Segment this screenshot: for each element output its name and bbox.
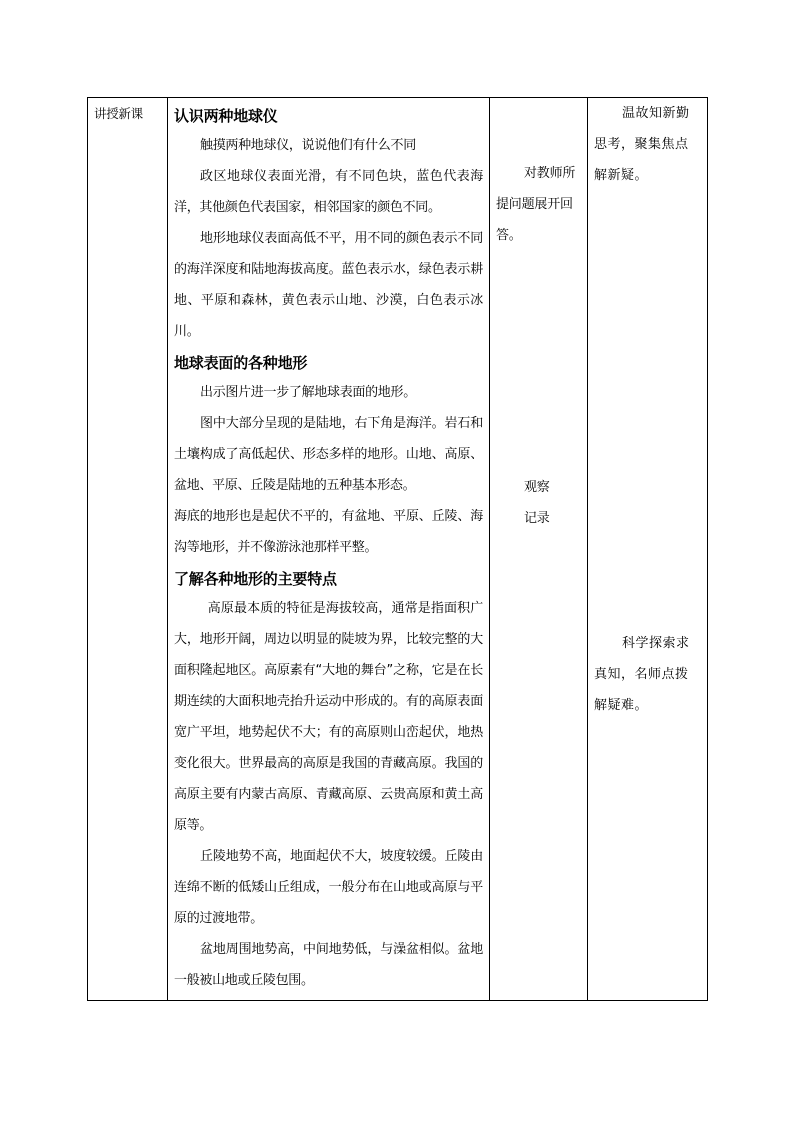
activity-text: 答。 [496,228,522,243]
activity-text: 对教师所 [524,166,576,181]
design-intent-cell [588,98,708,1001]
lesson-table [87,97,708,1001]
section-heading: 认识两种地球仪 [174,107,278,125]
paragraph: 丘陵地势不高，地面起伏不大，坡度较缓。丘陵由连绵不断的低矮山丘组成，一般分布在山地或高原与平原的过渡地带。 [174,849,483,926]
paragraph: 海底的地形也是起伏不平的，有盆地、平原、丘陵、海沟等地形，并不像游泳池那样平整。 [174,509,483,555]
paragraph: 地形地球仪表面高低不平，用不同的颜色表示不同的海洋深度和陆地海拔高度。蓝色表示水，绿色表示耕地、平原和森林，黄色表示山地、沙漠，白色表示冰川。 [174,231,483,339]
intent-text: 真知，名师点拨 [594,667,689,682]
content-cell [168,98,490,1001]
section-heading: 了解各种地形的主要特点 [174,570,337,588]
activity-text: 记录 [524,511,550,526]
paragraph: 触摸两种地球仪，说说他们有什么不同 [200,138,416,153]
section-heading: 地球表面的各种地形 [174,354,308,372]
activity-text: 提问题展开回 [496,197,573,212]
paragraph: 出示图片进一步了解地球表面的地形。 [200,385,416,400]
intent-text: 温故知新勤 [622,106,690,121]
activity-text: 观察 [524,480,550,495]
stage-label: 讲授新课 [94,106,143,121]
paragraph: 政区地球仪表面光滑，有不同色块，蓝色代表海洋，其他颜色代表国家，相邻国家的颜色不同。 [174,169,483,215]
intent-text: 思考，聚集焦点 [594,137,689,152]
intent-text: 科学探索求 [622,636,690,651]
table-row [88,98,708,1001]
paragraph: 盆地周围地势高，中间地势低，与澡盆相似。盆地一般被山地或丘陵包围。 [174,942,483,988]
paragraph: 图中大部分呈现的是陆地，右下角是海洋。岩石和土壤构成了高低起伏、形态多样的地形。山地、高原、盆地、平原、丘陵是陆地的五种基本形态。 [174,416,483,493]
student-activity-cell [490,98,588,1001]
intent-text: 解新疑。 [594,168,649,183]
paragraph: 高原最本质的特征是海拔较高，通常是指面积广大，地形开阔，周边以明显的陡坡为界，比较完整的大面积隆起地区。高原素有“大地的舞台”之称，它是在长期连续的大面积地壳抬升运动中形成的。有的高原表面宽广平坦，地势起伏不大；有的高原则山峦起伏，地热变化很大。世界最高的高原是我国的青藏高原。我国的高原主要有内蒙古高原、青藏高原、云贵高原和黄土高原等。 [174,601,483,833]
stage-cell [88,98,168,1001]
intent-text: 解疑难。 [594,698,649,713]
